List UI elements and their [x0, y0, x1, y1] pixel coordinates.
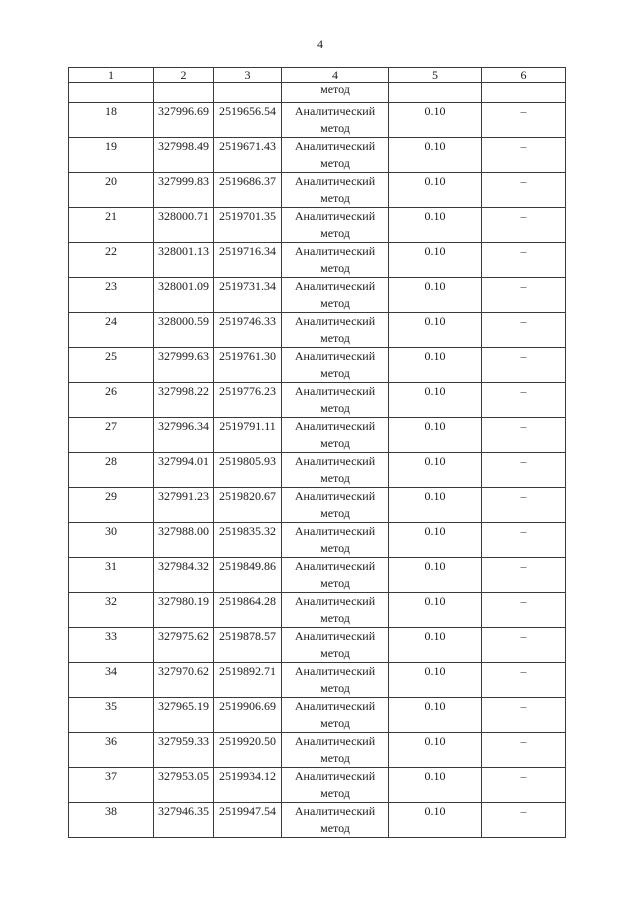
accuracy-cell: 0.10 [389, 488, 482, 523]
x-coordinate-cell: 327999.83 [154, 173, 214, 208]
description-cell: – [482, 313, 566, 348]
x-coordinate-cell: 328000.71 [154, 208, 214, 243]
description-cell: – [482, 208, 566, 243]
point-number-cell: 24 [69, 313, 154, 348]
table-row [69, 278, 566, 313]
method-line-2: метод [320, 541, 350, 555]
method-cell [282, 628, 389, 663]
accuracy-cell: 0.10 [389, 453, 482, 488]
point-number-cell: 29 [69, 488, 154, 523]
method-line-2: метод [320, 471, 350, 485]
table-row [69, 593, 566, 628]
table-header-row [69, 68, 566, 83]
y-coordinate-cell: 2519864.28 [214, 593, 282, 628]
y-coordinate-cell: 2519716.34 [214, 243, 282, 278]
method-line-2: метод [320, 681, 350, 695]
description-cell: – [482, 243, 566, 278]
point-number-cell: 21 [69, 208, 154, 243]
method-cell [282, 663, 389, 698]
x-coordinate-cell: 327965.19 [154, 698, 214, 733]
point-number-cell: 35 [69, 698, 154, 733]
x-coordinate-cell: 328001.13 [154, 243, 214, 278]
x-coordinate-cell: 327996.34 [154, 418, 214, 453]
method-line-2: метод [320, 226, 350, 240]
table-cell [389, 83, 482, 103]
method-line-1: Аналитический [294, 734, 376, 748]
method-cell [282, 803, 389, 838]
method-line-2: метод [320, 296, 350, 310]
table-cell [69, 83, 154, 103]
method-line-2: метод [320, 331, 350, 345]
description-cell: – [482, 138, 566, 173]
y-coordinate-cell: 2519761.30 [214, 348, 282, 383]
y-coordinate-cell: 2519934.12 [214, 768, 282, 803]
method-cell [282, 313, 389, 348]
method-line-1: Аналитический [294, 699, 376, 713]
accuracy-cell: 0.10 [389, 593, 482, 628]
description-cell: – [482, 698, 566, 733]
x-coordinate-cell: 328001.09 [154, 278, 214, 313]
table-row [69, 453, 566, 488]
x-coordinate-cell: 327984.32 [154, 558, 214, 593]
y-coordinate-cell: 2519947.54 [214, 803, 282, 838]
table-row [69, 523, 566, 558]
method-cell [282, 698, 389, 733]
method-cell [282, 173, 389, 208]
method-cell [282, 733, 389, 768]
method-line-2: метод [320, 751, 350, 765]
method-line-2: метод [320, 821, 350, 835]
x-coordinate-cell: 327959.33 [154, 733, 214, 768]
point-number-cell: 25 [69, 348, 154, 383]
method-cell [282, 593, 389, 628]
method-line-1: Аналитический [294, 209, 376, 223]
page-number: 4 [317, 37, 323, 51]
method-line-1: Аналитический [294, 384, 376, 398]
table-row [69, 558, 566, 593]
y-coordinate-cell: 2519849.86 [214, 558, 282, 593]
continuation-row [69, 83, 566, 103]
method-line-2: метод [320, 261, 350, 275]
accuracy-cell: 0.10 [389, 418, 482, 453]
method-line-2: метод [320, 366, 350, 380]
x-coordinate-cell: 328000.59 [154, 313, 214, 348]
method-line-2: метод [320, 576, 350, 590]
table-row [69, 103, 566, 138]
accuracy-cell: 0.10 [389, 698, 482, 733]
point-number-cell: 33 [69, 628, 154, 663]
method-line-1: Аналитический [294, 314, 376, 328]
accuracy-cell: 0.10 [389, 348, 482, 383]
method-cell [282, 768, 389, 803]
column-header-6: 6 [482, 68, 566, 83]
method-line-1: Аналитический [294, 279, 376, 293]
method-line-2: метод [320, 786, 350, 800]
table-row [69, 803, 566, 838]
method-line-2: метод [320, 401, 350, 415]
description-cell: – [482, 803, 566, 838]
coordinates-table [68, 67, 566, 838]
point-number-cell: 37 [69, 768, 154, 803]
method-cell [282, 488, 389, 523]
table-row [69, 488, 566, 523]
method-cell [282, 558, 389, 593]
column-header-1: 1 [69, 68, 154, 83]
method-line-1: Аналитический [294, 244, 376, 258]
method-line-1: Аналитический [294, 594, 376, 608]
table-row [69, 733, 566, 768]
method-line-2: метод [320, 156, 350, 170]
description-cell: – [482, 768, 566, 803]
accuracy-cell: 0.10 [389, 803, 482, 838]
method-line-2: метод [320, 436, 350, 450]
x-coordinate-cell: 327991.23 [154, 488, 214, 523]
method-line-1: Аналитический [294, 524, 376, 538]
table-row [69, 698, 566, 733]
table-cell: метод [282, 83, 389, 103]
description-cell: – [482, 663, 566, 698]
point-number-cell: 28 [69, 453, 154, 488]
method-cell [282, 103, 389, 138]
y-coordinate-cell: 2519820.67 [214, 488, 282, 523]
column-header-5: 5 [389, 68, 482, 83]
accuracy-cell: 0.10 [389, 383, 482, 418]
x-coordinate-cell: 327999.63 [154, 348, 214, 383]
description-cell: – [482, 383, 566, 418]
description-cell: – [482, 628, 566, 663]
table-row [69, 173, 566, 208]
x-coordinate-cell: 327994.01 [154, 453, 214, 488]
method-line-1: Аналитический [294, 769, 376, 783]
method-line-2: метод [320, 716, 350, 730]
method-cell [282, 383, 389, 418]
y-coordinate-cell: 2519920.50 [214, 733, 282, 768]
table-row [69, 663, 566, 698]
y-coordinate-cell: 2519906.69 [214, 698, 282, 733]
table-cell [214, 83, 282, 103]
table-row [69, 628, 566, 663]
y-coordinate-cell: 2519731.34 [214, 278, 282, 313]
point-number-cell: 23 [69, 278, 154, 313]
point-number-cell: 34 [69, 663, 154, 698]
method-cell [282, 348, 389, 383]
y-coordinate-cell: 2519686.37 [214, 173, 282, 208]
y-coordinate-cell: 2519892.71 [214, 663, 282, 698]
method-line-2: метод [320, 506, 350, 520]
method-cell [282, 208, 389, 243]
table-row [69, 313, 566, 348]
y-coordinate-cell: 2519805.93 [214, 453, 282, 488]
description-cell: – [482, 733, 566, 768]
method-line-1: Аналитический [294, 804, 376, 818]
method-line-1: Аналитический [294, 349, 376, 363]
x-coordinate-cell: 327953.05 [154, 768, 214, 803]
accuracy-cell: 0.10 [389, 103, 482, 138]
table-cell [154, 83, 214, 103]
x-coordinate-cell: 327970.62 [154, 663, 214, 698]
description-cell: – [482, 103, 566, 138]
accuracy-cell: 0.10 [389, 278, 482, 313]
point-number-cell: 30 [69, 523, 154, 558]
point-number-cell: 19 [69, 138, 154, 173]
column-header-4: 4 [282, 68, 389, 83]
table-row [69, 418, 566, 453]
column-header-2: 2 [154, 68, 214, 83]
method-line-2: метод [320, 121, 350, 135]
y-coordinate-cell: 2519656.54 [214, 103, 282, 138]
method-line-1: Аналитический [294, 559, 376, 573]
accuracy-cell: 0.10 [389, 243, 482, 278]
description-cell: – [482, 418, 566, 453]
y-coordinate-cell: 2519701.35 [214, 208, 282, 243]
x-coordinate-cell: 327998.49 [154, 138, 214, 173]
method-line-1: Аналитический [294, 454, 376, 468]
point-number-cell: 38 [69, 803, 154, 838]
description-cell: – [482, 558, 566, 593]
method-cell [282, 138, 389, 173]
table-cell [482, 83, 566, 103]
point-number-cell: 22 [69, 243, 154, 278]
method-line-1: Аналитический [294, 104, 376, 118]
accuracy-cell: 0.10 [389, 628, 482, 663]
description-cell: – [482, 488, 566, 523]
point-number-cell: 18 [69, 103, 154, 138]
description-cell: – [482, 523, 566, 558]
table-row [69, 348, 566, 383]
x-coordinate-cell: 327996.69 [154, 103, 214, 138]
table-row [69, 138, 566, 173]
description-cell: – [482, 278, 566, 313]
point-number-cell: 27 [69, 418, 154, 453]
x-coordinate-cell: 327946.35 [154, 803, 214, 838]
method-line-1: Аналитический [294, 489, 376, 503]
point-number-cell: 32 [69, 593, 154, 628]
y-coordinate-cell: 2519746.33 [214, 313, 282, 348]
x-coordinate-cell: 327988.00 [154, 523, 214, 558]
method-line-2: метод [320, 611, 350, 625]
table-row [69, 243, 566, 278]
method-cell [282, 243, 389, 278]
method-line-2: метод [320, 191, 350, 205]
table-row [69, 768, 566, 803]
accuracy-cell: 0.10 [389, 733, 482, 768]
x-coordinate-cell: 327998.22 [154, 383, 214, 418]
accuracy-cell: 0.10 [389, 663, 482, 698]
description-cell: – [482, 593, 566, 628]
method-line-1: Аналитический [294, 174, 376, 188]
method-line-1: Аналитический [294, 139, 376, 153]
y-coordinate-cell: 2519776.23 [214, 383, 282, 418]
method-cell [282, 278, 389, 313]
x-coordinate-cell: 327975.62 [154, 628, 214, 663]
y-coordinate-cell: 2519671.43 [214, 138, 282, 173]
point-number-cell: 26 [69, 383, 154, 418]
table-row [69, 208, 566, 243]
y-coordinate-cell: 2519878.57 [214, 628, 282, 663]
method-cell [282, 418, 389, 453]
column-header-3: 3 [214, 68, 282, 83]
point-number-cell: 31 [69, 558, 154, 593]
method-line-1: Аналитический [294, 664, 376, 678]
accuracy-cell: 0.10 [389, 558, 482, 593]
method-line-1: Аналитический [294, 629, 376, 643]
accuracy-cell: 0.10 [389, 313, 482, 348]
x-coordinate-cell: 327980.19 [154, 593, 214, 628]
y-coordinate-cell: 2519791.11 [214, 418, 282, 453]
description-cell: – [482, 453, 566, 488]
description-cell: – [482, 173, 566, 208]
method-line-2: метод [320, 646, 350, 660]
accuracy-cell: 0.10 [389, 173, 482, 208]
table-row [69, 383, 566, 418]
accuracy-cell: 0.10 [389, 138, 482, 173]
y-coordinate-cell: 2519835.32 [214, 523, 282, 558]
point-number-cell: 20 [69, 173, 154, 208]
accuracy-cell: 0.10 [389, 768, 482, 803]
accuracy-cell: 0.10 [389, 523, 482, 558]
description-cell: – [482, 348, 566, 383]
method-cell [282, 453, 389, 488]
point-number-cell: 36 [69, 733, 154, 768]
method-cell [282, 523, 389, 558]
accuracy-cell: 0.10 [389, 208, 482, 243]
method-line-1: Аналитический [294, 419, 376, 433]
